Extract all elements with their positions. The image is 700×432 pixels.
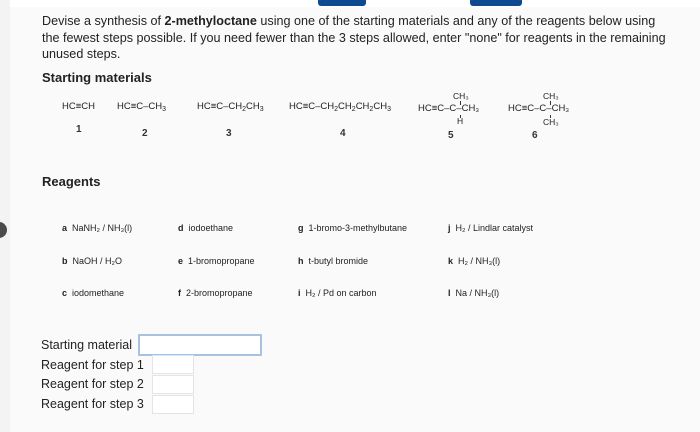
sm3-sub: 3 [259,106,264,113]
sm5-top-group: CH₃ [453,91,469,101]
reagent-k [448,256,500,266]
target-compound: 2-methyloctane [164,14,257,28]
sm1-formula: HC≡CH [62,101,95,112]
step3-label: Reagent for step 3 [41,397,144,411]
sm5-part: HC≡C– [418,103,450,114]
left-edge [0,0,10,432]
sm4-part: CH [355,101,370,112]
reagent-letter: i [298,288,301,298]
sm3-number: 3 [226,128,232,139]
sm4-number: 4 [340,128,346,139]
sm6-part: HC≡C– [508,103,540,114]
reagent-text: t-butyl bromide [308,256,369,266]
sm4-sub: 2 [369,106,374,113]
sm6-top-group: CH₃ [543,91,559,101]
reagent-g [298,223,407,233]
starting-material-label: Starting material [41,338,133,352]
sm4-part: CH [338,101,352,112]
sm6-part: –CH₃ [546,103,570,114]
reagent-text: H₂ / Pd on carbon [305,288,377,298]
sm5-number: 5 [448,130,454,141]
sm2-number: 2 [142,128,148,139]
starting-material-2 [117,101,166,113]
sm4-part: CH [373,101,388,112]
review-topics-tab[interactable] [318,0,366,6]
reagent-i [298,288,377,298]
starting-material-1 [62,101,95,112]
reagent-letter: b [62,256,68,266]
reagent-text: Na / NH₃(l) [455,288,500,298]
sm1-number: 1 [76,124,82,135]
sm5-center: C [449,103,457,114]
reagent-c [62,288,124,298]
reagent-letter: a [62,223,68,233]
sm4-sub: 2 [351,106,356,113]
reagent-letter: h [298,256,304,266]
reagent-h [298,256,368,266]
step2-input[interactable] [152,375,194,394]
reagent-letter: c [62,288,68,298]
reagent-letter: j [448,223,451,233]
sm6-center: C [539,103,547,114]
reagent-letter: f [178,288,181,298]
starting-material-5 [418,103,479,114]
reagent-l [448,288,499,298]
sm4-part: HC≡C–CH [289,101,335,112]
sm4-sub: 3 [387,106,391,113]
reagent-a [62,223,132,233]
reagent-letter: k [448,256,454,266]
question-text [42,13,672,63]
reagent-text: 2-bromopropane [186,288,253,298]
sm2-sub: 3 [162,106,167,113]
references-tab[interactable] [470,0,522,6]
sm6-number: 6 [532,130,538,141]
starting-material-4 [289,101,391,113]
reagent-text: 1-bromo-3-methylbutane [308,223,408,233]
reagent-letter: l [448,288,451,298]
question-suffix: using one of the starting materials and any of the reagents below using the fewest steps possible. If you need fewer than the 3 steps allowed, enter "none" for reagents in the remaining unused steps. [42,14,666,61]
sm5-part: –CH₃ [456,103,480,114]
sm3-part: HC≡C–CH [197,101,243,112]
reagent-text: H₂ / NH₃(l) [458,256,501,266]
sm2-part: HC≡C–CH [117,101,163,112]
step1-label: Reagent for step 1 [41,358,144,372]
reagent-d [178,223,233,233]
sm5-bottom-group: H [457,116,464,126]
starting-material-6 [508,103,569,114]
reagent-letter: e [178,256,184,266]
sm3-part: CH [246,101,260,112]
sm3-sub: 2 [242,106,247,113]
reagents-heading: Reagents [42,174,101,189]
reagent-f [178,288,253,298]
reagent-letter: d [178,223,184,233]
reagent-text: NaNH₂ / NH₃(l) [72,223,133,233]
reagent-e [178,256,255,266]
reagent-text: iodomethane [72,288,125,298]
step2-label: Reagent for step 2 [41,377,144,391]
reagent-letter: g [298,223,304,233]
starting-material-input[interactable] [138,334,262,356]
reagent-text: 1-bromopropane [188,256,255,266]
reagent-b [62,256,122,266]
reagent-text: iodoethane [188,223,234,233]
starting-materials-heading: Starting materials [42,70,152,85]
step3-input[interactable] [152,395,194,414]
question-prefix: Devise a synthesis of [42,14,165,28]
sm4-sub: 2 [334,106,339,113]
step1-input[interactable] [152,355,194,374]
sm6-bottom-group: CH₃ [543,117,559,127]
reagent-text: H₂ / Lindlar catalyst [455,223,534,233]
reagent-text: NaOH / H₂O [72,256,122,266]
reagent-j [448,223,533,233]
starting-material-3 [197,101,264,113]
